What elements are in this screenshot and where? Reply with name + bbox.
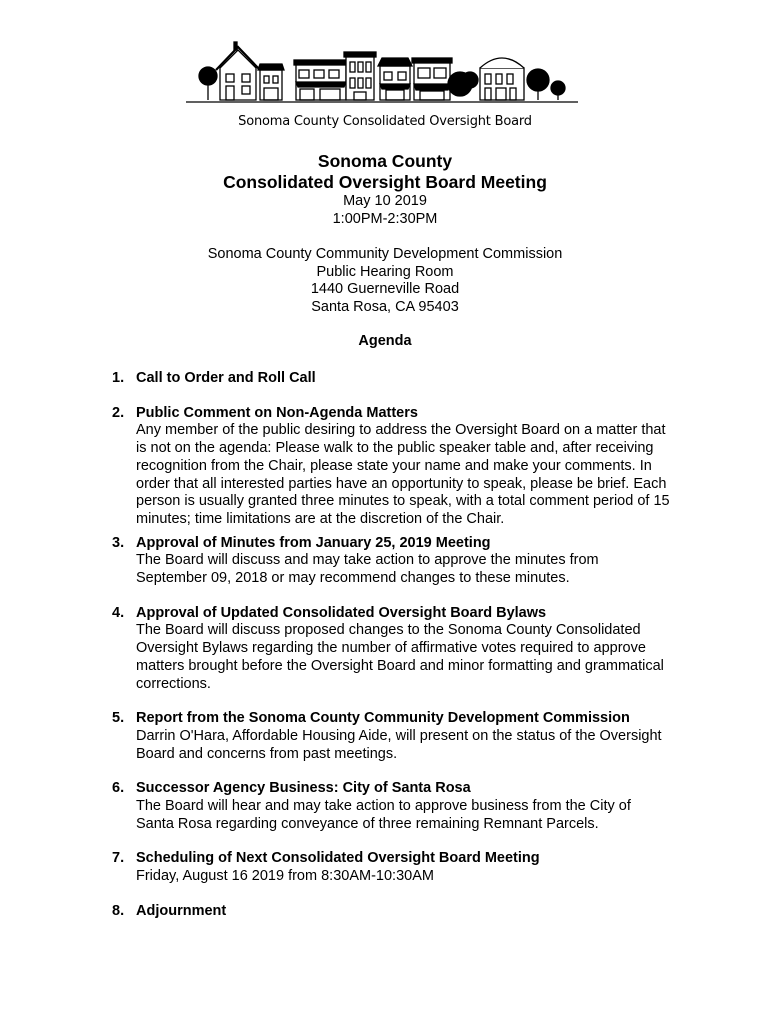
agenda-item-title: Call to Order and Roll Call xyxy=(136,370,316,386)
agenda-item xyxy=(112,850,672,885)
agenda-item-number: 5. xyxy=(112,710,125,727)
agenda-item-number: 1. xyxy=(112,370,125,386)
agenda-item-description: Friday, August 16 2019 from 8:30AM-10:30AM xyxy=(136,868,434,885)
agenda-item-title: Approval of Updated Consolidated Oversight Board Bylaws xyxy=(136,604,547,621)
agenda-item-number: 4. xyxy=(112,604,125,621)
agenda-item-title: Public Comment on Non-Agenda Matters xyxy=(136,404,418,421)
agenda-item xyxy=(112,405,672,529)
page-title-line1: Sonoma County xyxy=(317,151,453,171)
location-line1: Sonoma County Community Development Commission xyxy=(207,246,563,262)
agenda-item-title: Approval of Minutes from January 25, 2019 Meeting xyxy=(136,534,491,551)
agenda-item-description: Darrin O'Hara, Affordable Housing Aide, will present on the status of the Oversight Board and concerns from past meetings. xyxy=(136,727,662,762)
agenda-item-description: The Board will discuss and may take action to approve the minutes from September 09, 2018 or may recommend changes to these minutes. xyxy=(136,552,599,587)
agenda-item-title: Report from the Sonoma County Community Development Commission xyxy=(136,710,630,727)
agenda-item-title: Scheduling of Next Consolidated Oversight Board Meeting xyxy=(136,850,540,867)
meeting-date: May 10 2019 xyxy=(343,193,427,209)
town-skyline-logo xyxy=(186,40,578,106)
location-line4: Santa Rosa, CA 95403 xyxy=(311,298,459,315)
meeting-time: 1:00PM-2:30PM xyxy=(332,210,438,227)
page-title-line2: Consolidated Oversight Board Meeting xyxy=(223,172,547,192)
agenda-item xyxy=(112,780,672,833)
spacer xyxy=(0,228,770,246)
agenda-item-number: 2. xyxy=(112,404,125,421)
organization-name: Sonoma County Consolidated Oversight Board xyxy=(238,114,532,129)
agenda-item-number: 8. xyxy=(112,902,125,919)
location-line3: 1440 Guerneville Road xyxy=(310,281,460,297)
agenda-item-title: Successor Agency Business: City of Santa Rosa xyxy=(136,780,471,797)
agenda-item-number: 7. xyxy=(112,850,125,867)
agenda-item-description: The Board will hear and may take action to approve business from the City of Santa Rosa regarding conveyance of three remaining Remnant Parcels. xyxy=(136,798,631,832)
agenda-item-description: The Board will discuss proposed changes to the Sonoma County Consolidated Oversight Bylaws regarding the number of affirmative votes required to approve matters brought before the Oversight Board and minor formatting and grammatical corrections. xyxy=(136,622,664,692)
agenda-item-title: Adjournment xyxy=(136,902,227,919)
agenda-item-description: Any member of the public desiring to address the Oversight Board on a matter that is not on the agenda: Please walk to the public speaker table and, after receiving recognition from the Chair, please state your name and make your comments. In order that all interested parties have an opportunity to speak, please be brief. Each person is usually granted three minutes to speak, with a total comment period of 15 minutes; time limitations are at the discretion of the Chair. xyxy=(136,422,670,527)
agenda-item-number: 3. xyxy=(112,534,125,551)
agenda-item-number: 6. xyxy=(112,780,125,797)
location-line2: Public Hearing Room xyxy=(316,263,454,280)
agenda-item xyxy=(112,370,672,388)
agenda-item xyxy=(112,903,672,921)
meeting-header xyxy=(0,151,770,350)
agenda-list xyxy=(112,370,672,938)
agenda-item xyxy=(112,710,672,763)
agenda-heading: Agenda xyxy=(358,333,412,349)
agenda-item xyxy=(112,535,672,588)
agenda-item xyxy=(112,605,672,694)
